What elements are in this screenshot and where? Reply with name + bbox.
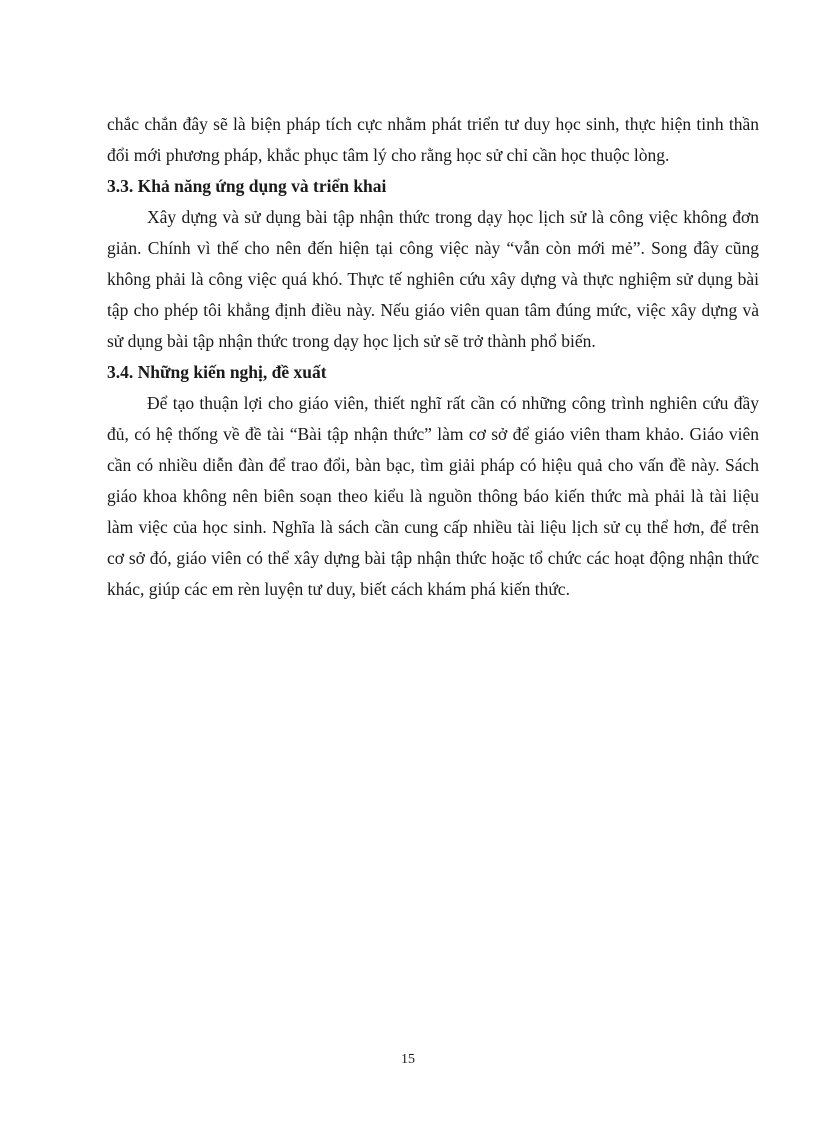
page-body <box>107 109 759 605</box>
paragraph-recommendations: Để tạo thuận lợi cho giáo viên, thiết nghĩ rất cần có những công trình nghiên cứu đầy đủ, có hệ thống về đề tài “Bài tập nhận thức” làm cơ sở để giáo viên tham khảo. Giáo viên cần có nhiều diễn đàn để trao đổi, bàn bạc, tìm giải pháp có hiệu quả cho vấn đề này. Sách giáo khoa không nên biên soạn theo kiểu là nguồn thông báo kiến thức mà phải là tài liệu làm việc của học sinh. Nghĩa là sách cần cung cấp nhiều tài liệu lịch sử cụ thể hơn, để trên cơ sở đó, giáo viên có thể xây dựng bài tập nhận thức hoặc tổ chức các hoạt động nhận thức khác, giúp các em rèn luyện tư duy, biết cách khám phá kiến thức. <box>107 393 759 599</box>
paragraph-applicability: Xây dựng và sử dụng bài tập nhận thức trong dạy học lịch sử là công việc không đơn giản. Chính vì thế cho nên đến hiện tại công việc này “vẫn còn mới mẻ”. Song đây cũng không phải là công việc quá khó. Thực tế nghiên cứu xây dựng và thực nghiệm sử dụng bài tập cho phép tôi khẳng định điều này. Nếu giáo viên quan tâm đúng mức, việc xây dựng và sử dụng bài tập nhận thức trong dạy học lịch sử sẽ trở thành phổ biến. <box>107 207 759 351</box>
paragraph-continuation: chắc chắn đây sẽ là biện pháp tích cực nhằm phát triển tư duy học sinh, thực hiện tinh thần đổi mới phương pháp, khắc phục tâm lý cho rằng học sử chỉ cần học thuộc lòng. <box>107 114 759 165</box>
page-number: 15 <box>401 1052 415 1067</box>
section-heading-3-4: 3.4. Những kiến nghị, đề xuất <box>107 362 327 382</box>
section-heading-3-3: 3.3. Khả năng ứng dụng và triển khai <box>107 176 387 196</box>
